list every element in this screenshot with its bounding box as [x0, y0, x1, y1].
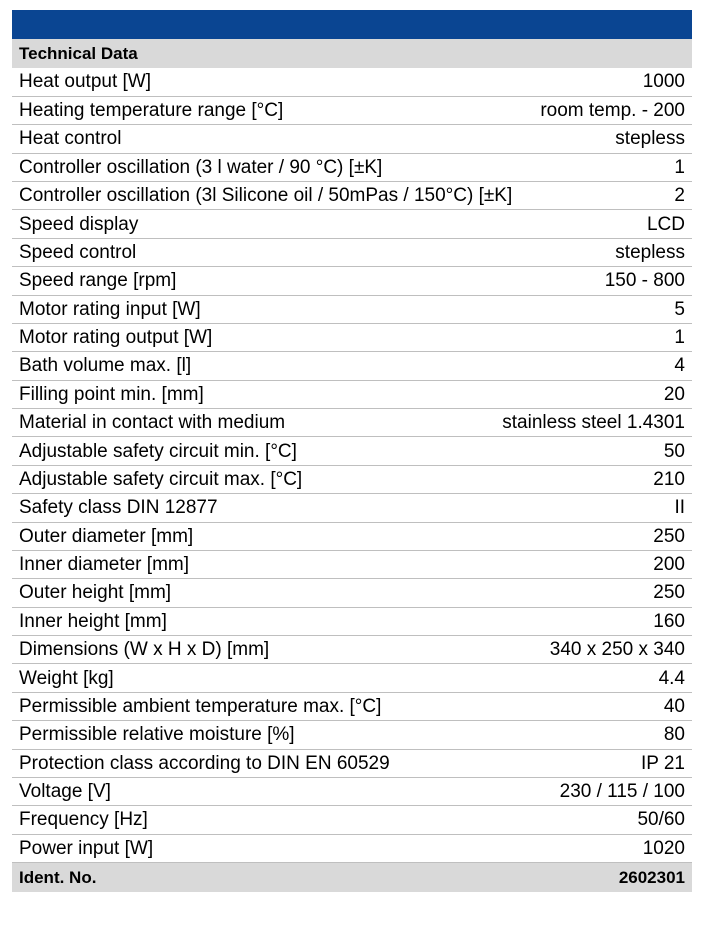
- table-row: [12, 153, 692, 181]
- spec-label: Outer diameter [mm]: [12, 522, 352, 550]
- spec-label: Dimensions (W x H x D) [mm]: [12, 636, 352, 664]
- ident-value: 2602301: [618, 867, 685, 887]
- spec-value: 4: [352, 352, 692, 380]
- spec-value: 340 x 250 x 340: [352, 636, 692, 664]
- spec-table: [12, 68, 692, 863]
- table-row: [12, 664, 692, 692]
- spec-label: Weight [kg]: [12, 664, 352, 692]
- table-row: [12, 352, 692, 380]
- spec-value: stepless: [352, 125, 692, 153]
- table-row: [12, 182, 692, 210]
- spec-label: Controller oscillation (3l Silicone oil / 50mPas / 150°C) [±K]: [12, 182, 352, 210]
- spec-label: Voltage [V]: [12, 777, 352, 805]
- table-row: [12, 267, 692, 295]
- table-row: [12, 96, 692, 124]
- spec-value: 230 / 115 / 100: [352, 777, 692, 805]
- spec-label: Safety class DIN 12877: [12, 494, 352, 522]
- table-row: [12, 550, 692, 578]
- table-row: [12, 636, 692, 664]
- table-row: [12, 409, 692, 437]
- technical-data-sheet: [12, 10, 692, 892]
- spec-value: 50/60: [352, 806, 692, 834]
- spec-table-body: [12, 68, 692, 863]
- spec-value: stainless steel 1.4301: [352, 409, 692, 437]
- table-row: [12, 238, 692, 266]
- spec-value: 1020: [352, 834, 692, 862]
- spec-value: II: [352, 494, 692, 522]
- spec-label: Speed display: [12, 210, 352, 238]
- spec-value: 150 - 800: [352, 267, 692, 295]
- spec-label: Inner height [mm]: [12, 607, 352, 635]
- spec-value: 2: [352, 182, 692, 210]
- spec-label: Permissible ambient temperature max. [°C]: [12, 692, 352, 720]
- spec-label: Speed range [rpm]: [12, 267, 352, 295]
- table-row: [12, 607, 692, 635]
- table-row: [12, 380, 692, 408]
- table-row: [12, 465, 692, 493]
- spec-label: Protection class according to DIN EN 60529: [12, 749, 352, 777]
- table-row: [12, 721, 692, 749]
- spec-value: 160: [352, 607, 692, 635]
- spec-value: room temp. - 200: [352, 96, 692, 124]
- table-row: [12, 68, 692, 96]
- spec-value: 200: [352, 550, 692, 578]
- spec-label: Frequency [Hz]: [12, 806, 352, 834]
- table-row: [12, 579, 692, 607]
- spec-value: 250: [352, 522, 692, 550]
- ident-row: [12, 863, 692, 892]
- spec-value: IP 21: [352, 749, 692, 777]
- spec-value: 20: [352, 380, 692, 408]
- spec-value: 80: [352, 721, 692, 749]
- table-row: [12, 437, 692, 465]
- spec-label: Speed control: [12, 238, 352, 266]
- spec-label: Inner diameter [mm]: [12, 550, 352, 578]
- section-title: Technical Data: [12, 39, 692, 68]
- spec-value: 4.4: [352, 664, 692, 692]
- spec-label: Controller oscillation (3 l water / 90 °C) [±K]: [12, 153, 352, 181]
- spec-value: stepless: [352, 238, 692, 266]
- spec-value: 1: [352, 323, 692, 351]
- spec-label: Material in contact with medium: [12, 409, 352, 437]
- spec-value: 1: [352, 153, 692, 181]
- spec-value: 1000: [352, 68, 692, 96]
- spec-label: Heat control: [12, 125, 352, 153]
- spec-value: 210: [352, 465, 692, 493]
- table-row: [12, 323, 692, 351]
- spec-label: Adjustable safety circuit max. [°C]: [12, 465, 352, 493]
- spec-label: Motor rating output [W]: [12, 323, 352, 351]
- table-row: [12, 692, 692, 720]
- spec-value: 5: [352, 295, 692, 323]
- spec-label: Motor rating input [W]: [12, 295, 352, 323]
- table-row: [12, 522, 692, 550]
- spec-label: Filling point min. [mm]: [12, 380, 352, 408]
- table-row: [12, 210, 692, 238]
- spec-label: Heating temperature range [°C]: [12, 96, 352, 124]
- spec-value: 250: [352, 579, 692, 607]
- spec-label: Adjustable safety circuit min. [°C]: [12, 437, 352, 465]
- spec-value: LCD: [352, 210, 692, 238]
- table-row: [12, 295, 692, 323]
- spec-label: Bath volume max. [l]: [12, 352, 352, 380]
- spec-label: Permissible relative moisture [%]: [12, 721, 352, 749]
- spec-label: Heat output [W]: [12, 68, 352, 96]
- table-row: [12, 494, 692, 522]
- table-row: [12, 806, 692, 834]
- table-row: [12, 834, 692, 862]
- spec-value: 50: [352, 437, 692, 465]
- table-row: [12, 125, 692, 153]
- table-row: [12, 749, 692, 777]
- spec-label: Outer height [mm]: [12, 579, 352, 607]
- table-row: [12, 777, 692, 805]
- spec-label: Power input [W]: [12, 834, 352, 862]
- ident-label: Ident. No.: [19, 867, 97, 887]
- header-color-bar: [12, 10, 692, 39]
- spec-value: 40: [352, 692, 692, 720]
